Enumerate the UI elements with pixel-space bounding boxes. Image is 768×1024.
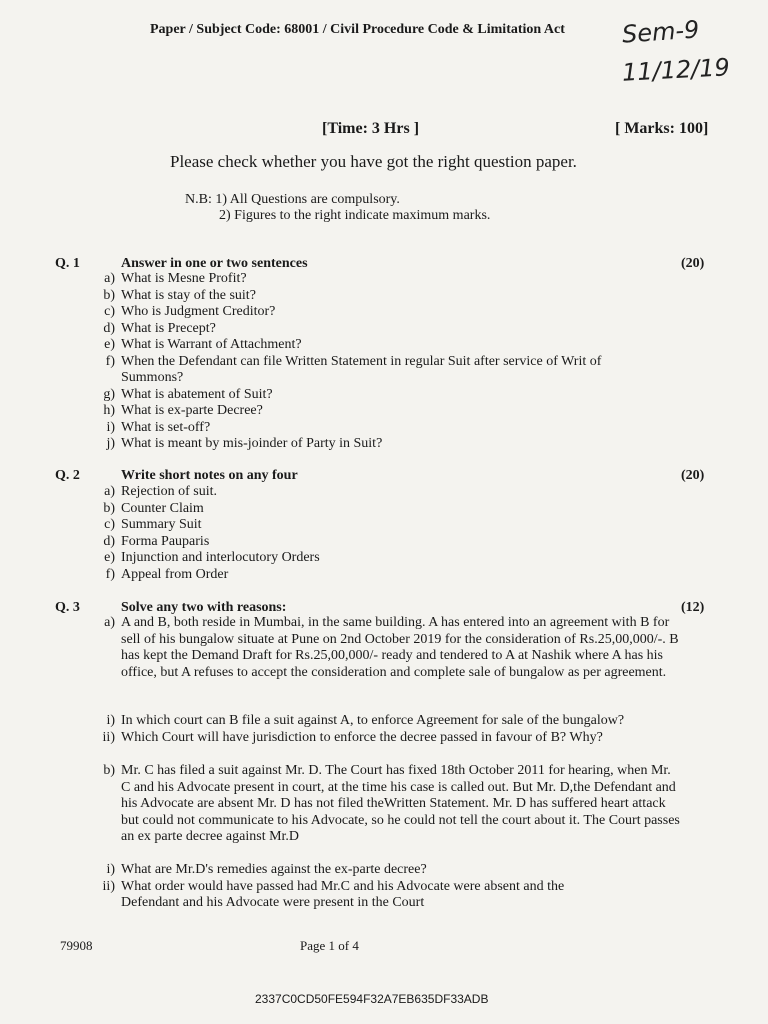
list-item: ii) Which Court will have jurisdiction to enforce the decree passed in favour of B? Why? (102, 729, 603, 745)
q2-number: Q. 2 (55, 468, 80, 483)
list-item: d) What is Precept? (103, 320, 216, 336)
list-item: b) Counter Claim (103, 500, 204, 516)
footer-page-number: Page 1 of 4 (300, 938, 359, 953)
q3a-label: a) (104, 615, 115, 630)
q3-marks: (12) (681, 600, 705, 615)
list-item: ii) What order would have passed had Mr.C and his Advocate were absent and the (102, 878, 565, 894)
bleed-through-text (110, 118, 113, 134)
list-item: b) What is stay of the suit? (103, 287, 256, 303)
q3a-text: A and B, both reside in Mumbai, in the same building. A has entered into an agreement with B for sell of his bungalow situate at Pune on 2nd October 2019 for the consideration of Rs.25,00,000/-. B has kept the Demand Draft for Rs.25,00,000/- ready and tendered to A at Nashik where A has his office, but A refuses to accept the consideration and complete sale of bungalow as per agreement. (121, 615, 679, 680)
footer-hash: 2337C0CD50FE594F32A7EB635DF33ADB (255, 992, 489, 1006)
list-item: j) What is meant by mis-joinder of Party in Suit? (106, 436, 383, 451)
q1-number: Q. 1 (55, 256, 80, 271)
q1-title: Answer in one or two sentences (121, 256, 308, 271)
list-item: i) In which court can B file a suit against A, to enforce Agreement for sale of the bungalow? (106, 713, 625, 728)
q2-title: Write short notes on any four (121, 468, 298, 483)
handwritten-date: 11/12/19 (621, 53, 731, 87)
check-instruction: Please check whether you have got the right question paper. (170, 152, 577, 171)
list-item: c) Summary Suit (104, 517, 202, 532)
list-item: i) What is set-off? (106, 419, 211, 435)
q3a-sub-list (90, 713, 624, 746)
list-item: i) What are Mr.D's remedies against the ex-parte decree? (106, 862, 427, 877)
exam-marks: [ Marks: 100] (615, 120, 709, 137)
q3-title: Solve any two with reasons: (121, 600, 287, 615)
list-item: a) Rejection of suit. (104, 484, 218, 499)
q1-marks: (20) (681, 256, 705, 271)
list-item: e) What is Warrant of Attachment? (104, 337, 302, 352)
list-item: Summons? (121, 370, 184, 385)
paper-header: Paper / Subject Code: 68001 / Civil Procedure Code & Limitation Act (150, 22, 565, 37)
handwritten-semester: Sem-9 (621, 15, 701, 49)
list-item: f) Appeal from Order (105, 566, 229, 582)
exam-time: [Time: 3 Hrs ] (322, 120, 420, 137)
q3b-sub-list (90, 862, 564, 912)
q3-number: Q. 3 (55, 600, 80, 615)
list-item: Defendant and his Advocate were present in the Court (121, 895, 425, 910)
q3b-label: b) (103, 763, 115, 778)
q2-list (90, 484, 320, 583)
nb-line-2: 2) Figures to the right indicate maximum marks. (219, 208, 491, 223)
q3b-text: Mr. C has filed a suit against Mr. D. The Court has fixed 18th October 2011 for hearing, when Mr. C and his Advocate present in court, at the time his case is called out. But Mr. D,the Defendant and his Advocate are absent Mr. D has not filed theWritten Statement. Mr. D has suffered heart attack but could not communicate to his Advocate, so he could not tell the court about it. The Court passes an ex parte decree against Mr.D (121, 763, 680, 844)
list-item: d) Forma Pauparis (103, 533, 210, 549)
list-item: f) When the Defendant can file Written Statement in regular Suit after service of Writ of (105, 353, 602, 369)
nb-line-1: N.B: 1) All Questions are compulsory. (185, 192, 400, 207)
list-item: g) What is abatement of Suit? (103, 386, 273, 402)
list-item: a) What is Mesne Profit? (104, 271, 247, 286)
list-item: h) What is ex-parte Decree? (103, 403, 263, 418)
q2-marks: (20) (681, 468, 705, 483)
q1-list (90, 271, 601, 453)
footer-code: 79908 (60, 938, 93, 953)
list-item: c) Who is Judgment Creditor? (104, 304, 276, 319)
list-item: e) Injunction and interlocutory Orders (104, 550, 320, 565)
